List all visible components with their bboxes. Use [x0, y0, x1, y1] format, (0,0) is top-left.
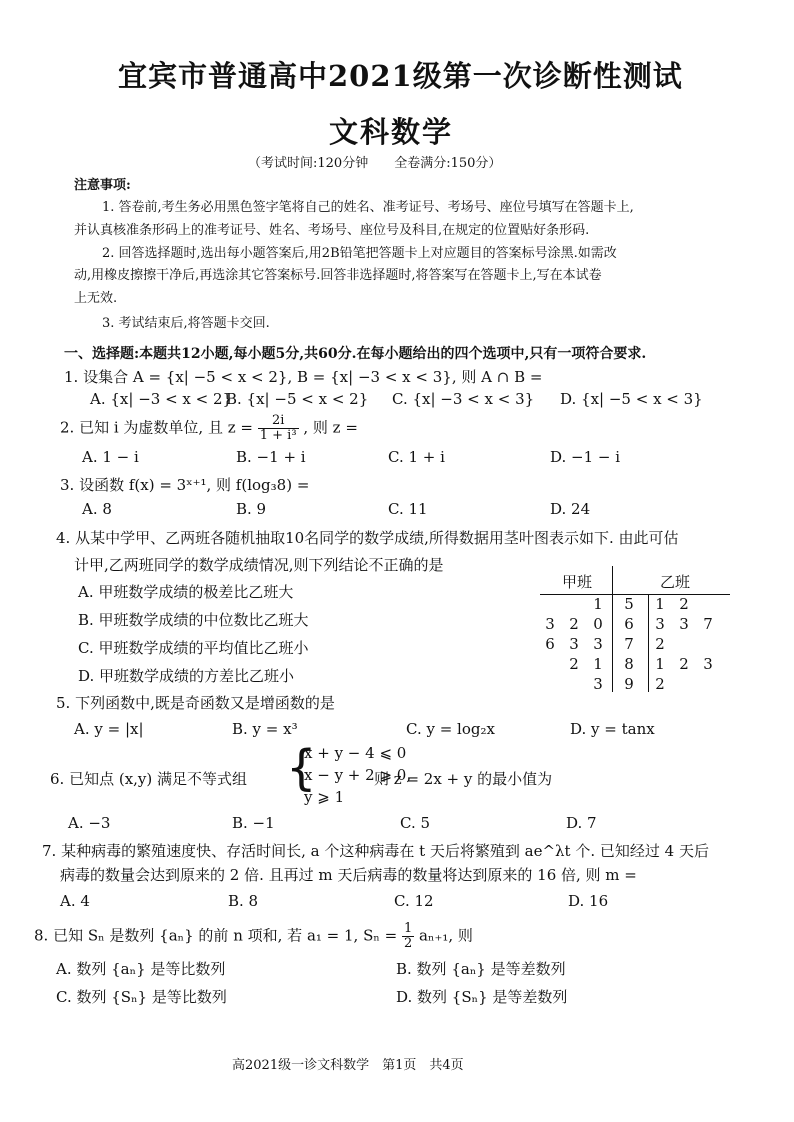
stem-leaf-right-header: 乙班: [660, 573, 691, 591]
left-leaf: 3: [593, 635, 603, 653]
q1-option-c: C. {x| −3 < x < 3}: [392, 390, 535, 408]
right-leaf: [672, 634, 696, 654]
exam-info: （考试时间:120分钟 全卷满分:150分）: [248, 156, 502, 171]
stem-leaf-row: [538, 654, 720, 674]
q6-option-b: B. −1: [232, 814, 275, 832]
notice-line: 2. 回答选择题时,选出每小题答案后,用2B铅笔把答题卡上对应题目的答案标号涂黑.如需改: [102, 246, 617, 261]
q3-option-c: C. 11: [388, 500, 428, 518]
q6-inequality: y ⩾ 1: [304, 788, 345, 806]
right-leaf: 1: [655, 595, 665, 613]
question-3-stem: 3. 设函数 f(x) = 3ˣ⁺¹, 则 f(log₃8) =: [60, 476, 310, 494]
right-leaf: 2: [655, 675, 665, 693]
q6-option-c: C. 5: [400, 814, 431, 832]
page-footer: 高2021级一诊文科数学 第1页 共4页: [232, 1058, 464, 1073]
question-8-stem: [34, 922, 473, 951]
q1-option-d: D. {x| −5 < x < 3}: [560, 390, 703, 408]
stem-value: 5: [624, 595, 634, 613]
q5-option-a: A. y = |x|: [74, 720, 144, 738]
question-1-stem: 1. 设集合 A = {x| −5 < x < 2}, B = {x| −3 < x < 3}, 则 A ∩ B =: [64, 368, 543, 386]
stem-leaf-row: [538, 634, 720, 654]
q6-option-d: D. 7: [566, 814, 597, 832]
q2-stem-start: 2. 已知 i 为虚数单位, 且 z =: [60, 418, 253, 437]
right-leaf: 3: [655, 615, 665, 633]
q7-option-a: A. 4: [60, 892, 90, 910]
exam-title: 宜宾市普通高中2021级第一次诊断性测试: [118, 59, 683, 93]
stem-leaf-row: [538, 614, 720, 634]
right-leaf: 2: [679, 595, 689, 613]
right-leaf: [696, 674, 720, 694]
left-leaf: 2: [569, 655, 579, 673]
q1-option-a: A. {x| −3 < x < 2}: [90, 390, 233, 408]
right-leaf: 1: [655, 655, 665, 673]
q8-option-a: A. 数列 {aₙ} 是等比数列: [56, 960, 226, 978]
q8-fraction: [402, 922, 414, 951]
q4-option-b: B. 甲班数学成绩的中位数比乙班大: [78, 611, 309, 629]
q2-stem-end: , 则 z =: [303, 418, 358, 437]
stem-value: 7: [624, 635, 634, 653]
q5-option-c: C. y = log₂x: [406, 720, 495, 738]
q3-option-b: B. 9: [236, 500, 267, 518]
subject-title: 文科数学: [329, 115, 454, 149]
question-4-stem-cont: 计甲,乙两班同学的数学成绩情况,则下列结论不正确的是: [74, 556, 444, 574]
q2-option-d: D. −1 − i: [550, 448, 621, 466]
stem-leaf-diagram: [538, 594, 720, 694]
question-5-stem: 5. 下列函数中,既是奇函数又是增函数的是: [56, 694, 335, 712]
notice-line: 上无效.: [74, 291, 118, 306]
question-4-stem: 4. 从某中学甲、乙两班各随机抽取10名同学的数学成绩,所得数据用茎叶图表示如下. 由此可估: [56, 529, 679, 547]
q8-stem-end: aₙ₊₁, 则: [419, 926, 473, 945]
q8-frac-num: 1: [403, 921, 413, 936]
right-leaf: 2: [679, 655, 689, 673]
right-leaf: 2: [655, 635, 665, 653]
q2-frac-num: 2i: [258, 414, 299, 429]
q2-fraction: [258, 414, 299, 443]
q6-option-a: A. −3: [68, 814, 111, 832]
q4-option-d: D. 甲班数学成绩的方差比乙班小: [78, 667, 295, 685]
question-6-stem: 6. 已知点 (x,y) 满足不等式组: [50, 770, 248, 788]
q2-option-b: B. −1 + i: [236, 448, 306, 466]
left-leaf: 3: [593, 675, 603, 693]
stem-leaf-row: [538, 594, 720, 614]
stem-value: 9: [624, 675, 634, 693]
right-leaf: [696, 594, 720, 614]
q6-inequality: x − y + 2 ⩾ 0,: [304, 766, 412, 784]
q7-option-d: D. 16: [568, 892, 609, 910]
q5-option-d: D. y = tanx: [570, 720, 655, 738]
left-leaf: 1: [593, 655, 603, 673]
left-leaf: 6: [545, 635, 555, 653]
q2-option-c: C. 1 + i: [388, 448, 445, 466]
stem-value: 8: [624, 655, 634, 673]
q8-stem-start: 8. 已知 Sₙ 是数列 {aₙ} 的前 n 项和, 若 a₁ = 1, Sₙ =: [34, 926, 398, 945]
left-leaf: 2: [569, 615, 579, 633]
notice-line: 3. 考试结束后,将答题卡交回.: [102, 316, 270, 331]
left-leaf: 3: [569, 635, 579, 653]
q4-option-c: C. 甲班数学成绩的平均值比乙班小: [78, 639, 309, 657]
q3-option-d: D. 24: [550, 500, 591, 518]
q8-frac-den: 2: [403, 936, 413, 951]
question-7-stem-cont: 病毒的数量会达到原来的 2 倍. 且再过 m 天后病毒的数量将达到原来的 16 倍, 则 m =: [60, 866, 637, 884]
left-leaf: [538, 674, 562, 694]
left-leaf: [538, 594, 562, 614]
left-leaf: [562, 594, 586, 614]
notice-line: 动,用橡皮擦擦干净后,再选涂其它答案标号.回答非选择题时,将答案写在答题卡上,写在本试卷: [74, 268, 602, 283]
notice-line: 并认真核准条形码上的准考证号、姓名、考场号、座位号及科目,在规定的位置贴好条形码.: [74, 223, 590, 238]
left-leaf: 1: [593, 595, 603, 613]
q8-option-d: D. 数列 {Sₙ} 是等差数列: [396, 988, 568, 1006]
right-leaf: 7: [703, 615, 713, 633]
question-7-stem: 7. 某种病毒的繁殖速度快、存活时间长, a 个这种病毒在 t 天后将繁殖到 ae^λt 个. 已知经过 4 天后: [42, 842, 709, 860]
right-leaf: [696, 634, 720, 654]
stem-leaf-row: [538, 674, 720, 694]
q3-option-a: A. 8: [82, 500, 112, 518]
q6-inequality: x + y − 4 ⩽ 0: [304, 744, 407, 762]
notice-line: 1. 答卷前,考生务必用黑色签字笔将自己的姓名、准考证号、考场号、座位号填写在答题卡上,: [102, 200, 634, 215]
left-leaf: [562, 674, 586, 694]
q8-option-b: B. 数列 {aₙ} 是等差数列: [396, 960, 566, 978]
left-leaf: 3: [545, 615, 555, 633]
q5-option-b: B. y = x³: [232, 720, 298, 738]
left-leaf: 0: [593, 615, 603, 633]
q4-option-a: A. 甲班数学成绩的极差比乙班大: [78, 583, 294, 601]
q2-option-a: A. 1 − i: [82, 448, 139, 466]
question-2-stem: [60, 414, 358, 443]
system-brace: {: [286, 740, 317, 796]
left-leaf: [538, 654, 562, 674]
section-heading: 一、选择题:本题共12小题,每小题5分,共60分.在每小题给出的四个选项中,只有一项符合要求.: [64, 346, 647, 362]
question-6-stem-end: 则 z = 2x + y 的最小值为: [374, 770, 553, 788]
q7-option-b: B. 8: [228, 892, 259, 910]
right-leaf: 3: [703, 655, 713, 673]
stem-value: 6: [624, 615, 634, 633]
right-leaf: [672, 674, 696, 694]
stem-leaf-left-header: 甲班: [562, 573, 593, 591]
q2-frac-den: 1 + i³: [259, 428, 297, 443]
right-leaf: 3: [679, 615, 689, 633]
q7-option-c: C. 12: [394, 892, 434, 910]
q8-option-c: C. 数列 {Sₙ} 是等比数列: [56, 988, 227, 1006]
q1-option-b: B. {x| −5 < x < 2}: [226, 390, 369, 408]
notice-heading: 注意事项:: [74, 178, 131, 193]
